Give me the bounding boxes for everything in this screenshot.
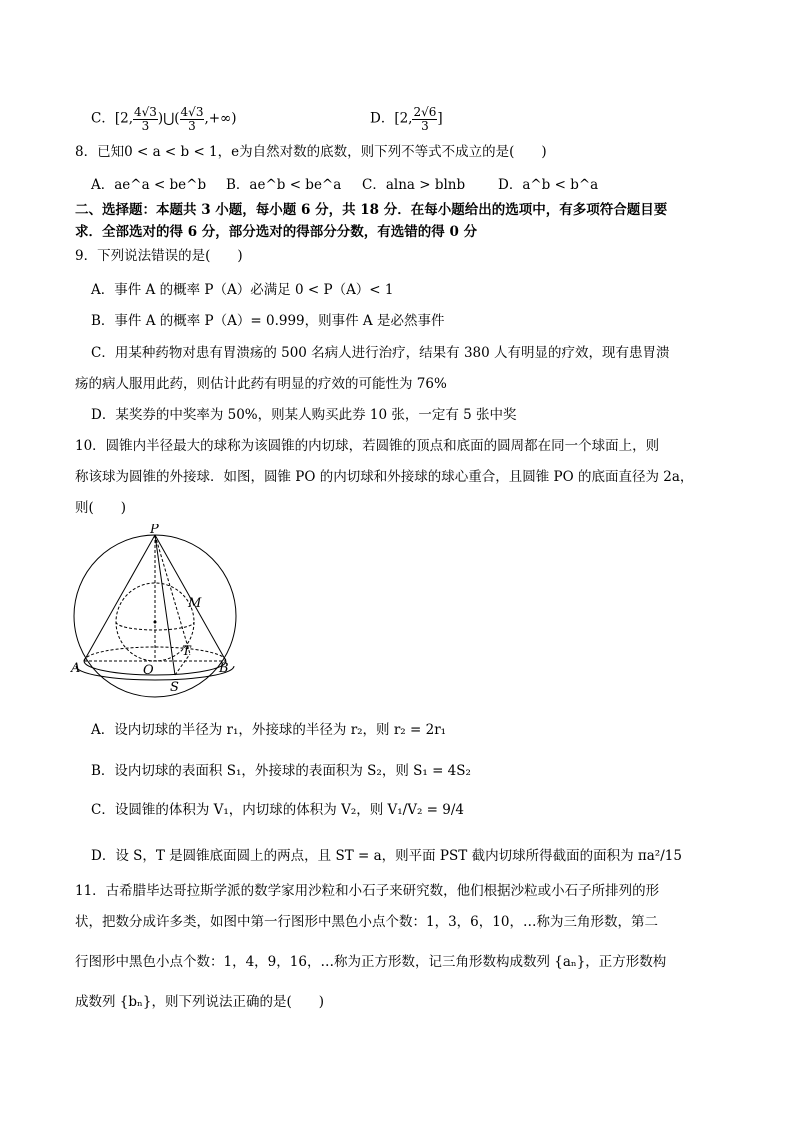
label-s: S [170,680,179,695]
base-ellipse-front [84,661,226,675]
q10-option-a: A．设内切球的半径为 r₁，外接球的半径为 r₂，则 r₂ = 2r₁ [91,722,447,738]
q11-stem-line2: 状，把数分成许多类，如图中第一行图形中黑色小点个数：1，3，6，10，…称为三角形数，第二 [75,914,658,930]
base-ellipse-back [84,647,226,661]
q11-stem-line1: 11．古希腊毕达哥拉斯学派的数学家用沙粒和小石子来研究数，他们根据沙粒或小石子所排列的形 [75,883,660,899]
label-m: M [188,596,202,611]
q8-option-b: B．ae^b < be^a [226,177,342,193]
q8-option-a: A．ae^a < be^b [91,177,207,193]
line-pt [155,535,190,654]
center-point [154,621,157,624]
q10-option-c: C．设圆锥的体积为 V₁，内切球的体积为 V₂，则 V₁/V₂ = 9/4 [91,802,465,818]
q8-option-c: C．alna > blnb [362,177,466,193]
q11-stem-line4: 成数列 {bₙ}，则下列说法正确的是( ) [75,994,324,1010]
q9-option-d: D．某奖券的中奖率为 50%，则某人购买此券 10 张，一定有 5 张中奖 [91,407,517,423]
q9-option-c-line1: C．用某种药物对患有胃溃疡的 500 名病人进行治疗，结果有 380 人有明显的疗效，现有患胃溃 [91,345,670,361]
q8-stem: 8．已知0 < a < b < 1，e为自然对数的底数，则下列不等式不成立的是( ) [75,144,547,160]
q10-option-b: B．设内切球的表面积 S₁，外接球的表面积为 S₂，则 S₁ = 4S₂ [91,763,471,779]
cone-side-pa [84,535,155,661]
q8-option-d: D．a^b < b^a [498,177,599,193]
section2-heading-line2: 求．全部选对的得 6 分，部分选对的得部分分数，有选错的得 0 分 [75,224,478,240]
q7-option-d: D．[2, $\frac{2√6}{3}$ ] [370,105,443,133]
q7-option-d-label: D． [370,110,395,127]
q11-stem-line3: 行图形中黑色小点个数：1，4，9，16，…称为正方形数，记三角形数构成数列 {aₙ}，正方形数构 [75,954,667,970]
q10-stem-line2: 称该球为圆锥的外接球．如图，圆锥 PO 的内切球和外接球的球心重合，且圆锥 PO 的底面直径为 2a， [75,469,694,485]
q7-option-c-label: C． [91,110,115,127]
q10-stem-line1: 10．圆锥内半径最大的球称为该圆锥的内切球，若圆锥的顶点和底面的圆周都在同一个球面上，则 [75,438,660,454]
sphere-equator-front [76,666,234,680]
cone-sphere-figure [66,524,242,700]
label-t: T [182,644,191,659]
label-o: O [143,663,154,678]
section2-heading-line1: 二、选择题：本题共 3 小题，每小题 6 分，共 18 分．在每小题给出的选项中，有多项符合题目要 [75,202,668,218]
q9-option-c-line2: 疡的病人服用此药，则估计此药有明显的疗效的可能性为 76% [75,376,447,392]
q9-option-a: A．事件 A 的概率 P（A）必满足 0 < P（A）< 1 [91,282,394,298]
label-b: B [219,661,229,676]
q10-option-d: D．设 S，T 是圆锥底面圆上的两点，且 ST = a，则平面 PST 截内切球所得截面的面积为 πa²/15 [91,848,682,864]
label-p: P [150,524,159,537]
label-a: A [71,661,81,676]
q9-stem: 9．下列说法错误的是( ) [75,248,243,264]
cone-line-ps [155,535,175,675]
q9-option-b: B．事件 A 的概率 P（A）= 0.999，则事件 A 是必然事件 [91,313,445,329]
q10-stem-line3: 则( ) [75,500,127,516]
q7-option-c: C．[2, $\frac{4√3}{3}$ )⋃( $\frac{4√3}{3}$ ,+∞) [91,105,237,133]
